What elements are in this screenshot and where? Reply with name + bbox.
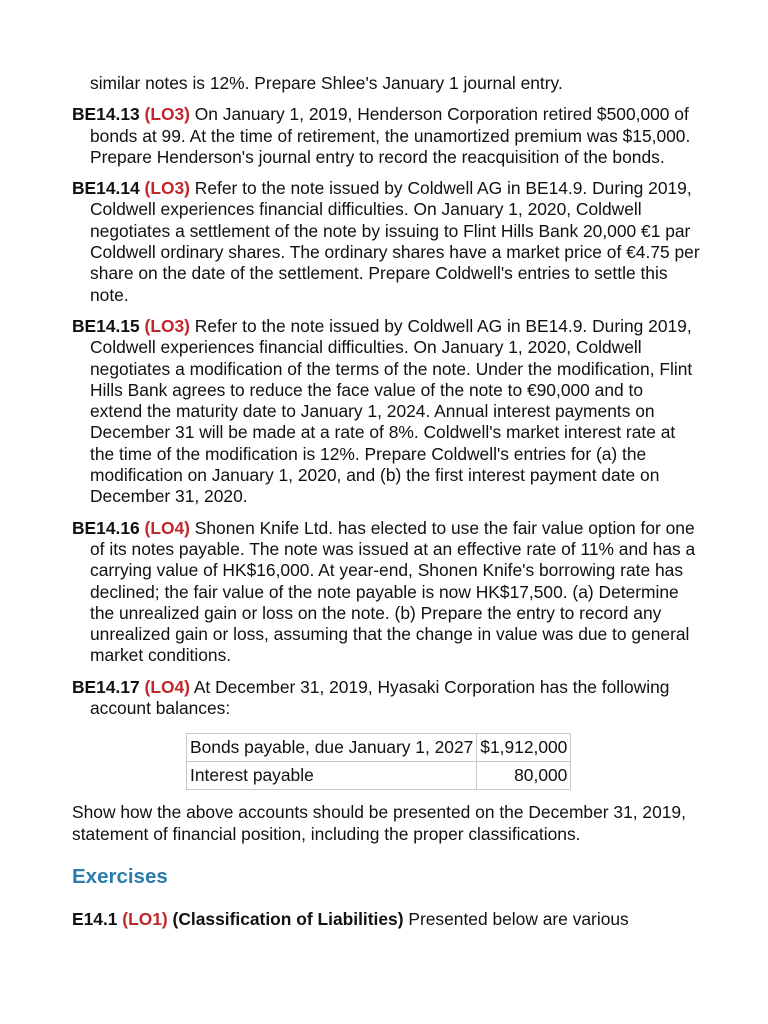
exercise-text: Refer to the note issued by Coldwell AG in BE14.9. During 2019, Coldwell experiences financial difficulties. On January 1, 2020, Coldwell negotiates a modification of the terms of the note. Under the modification, Flint Hills Bank agrees to reduce the face value of the note to €90,000 and to extend the maturity date to January 1, 2024. Annual interest payments on December 31 will be made at a rate of 8%. Coldwell's market interest rate at the time of the modification is 12%. Prepare Coldwell's entries for (a) the modification on January 1, 2020, and (b) the first interest payment date on December 31, 2020. <box>90 315 693 507</box>
exercise-code: BE14.14 <box>72 178 140 199</box>
exercise-text: At December 31, 2019, Hyasaki Corporation has the following account balances: <box>90 676 670 719</box>
page-content <box>72 73 700 930</box>
section-heading-exercises: Exercises <box>72 864 168 888</box>
table-row <box>187 762 571 790</box>
account-cell: Interest payable <box>187 762 477 790</box>
exercise-text: Presented below are various <box>408 908 629 929</box>
account-balances-table <box>186 733 571 790</box>
exercise-code: BE14.13 <box>72 104 140 125</box>
learning-objective-link[interactable]: (LO1) <box>122 908 168 929</box>
learning-objective-link[interactable]: (LO3) <box>144 315 190 336</box>
exercise-be14-17-question: Show how the above accounts should be presented on the December 31, 2019, statement of financial position, including the proper classifications. <box>72 802 686 844</box>
exercise-code: BE14.16 <box>72 517 140 538</box>
exercise-be14-13 <box>72 104 700 168</box>
intro-continuation: similar notes is 12%. Prepare Shlee's January 1 journal entry. <box>90 73 563 93</box>
exercise-text: Shonen Knife Ltd. has elected to use the fair value option for one of its notes payable. The note was issued at an effective rate of 11% and has a carrying value of HK$16,000. At year-end, Shonen Knife's borrowing rate has declined; the fair value of the note payable is now HK$17,500. (a) Determine the unrealized gain or loss on the note. (b) Prepare the entry to record any unrealized gain or loss, assuming that the change in value was due to general market conditions. <box>90 517 696 666</box>
table-row <box>187 734 571 762</box>
learning-objective-link[interactable]: (LO4) <box>144 517 190 538</box>
exercise-be14-14 <box>72 178 700 306</box>
exercise-e14-1 <box>72 909 700 930</box>
account-cell: Bonds payable, due January 1, 2027 <box>187 734 477 762</box>
exercise-text: Refer to the note issued by Coldwell AG in BE14.9. During 2019, Coldwell experiences financial difficulties. On January 1, 2020, Coldwell negotiates a settlement of the note by issuing to Flint Hills Bank 20,000 €1 par Coldwell ordinary shares. The ordinary shares have a market price of €4.75 per share on the date of the settlement. Prepare Coldwell's entries to settle this note. <box>90 178 700 305</box>
exercise-be14-16 <box>72 518 700 667</box>
learning-objective-link[interactable]: (LO3) <box>144 178 190 199</box>
exercise-be14-17 <box>72 677 700 720</box>
exercise-title: (Classification of Liabilities) <box>172 908 404 929</box>
exercise-code: E14.1 <box>72 908 118 929</box>
exercise-code: BE14.15 <box>72 315 140 336</box>
exercise-code: BE14.17 <box>72 676 140 697</box>
amount-cell: $1,912,000 <box>477 734 571 762</box>
exercise-text: On January 1, 2019, Henderson Corporation retired $500,000 of bonds at 99. At the time of retirement, the unamortized premium was $15,000. Prepare Henderson's journal entry to record the reacquisition of the bonds. <box>90 104 691 167</box>
learning-objective-link[interactable]: (LO3) <box>144 104 190 125</box>
learning-objective-link[interactable]: (LO4) <box>144 676 190 697</box>
amount-cell: 80,000 <box>477 762 571 790</box>
exercise-be14-15 <box>72 316 700 508</box>
